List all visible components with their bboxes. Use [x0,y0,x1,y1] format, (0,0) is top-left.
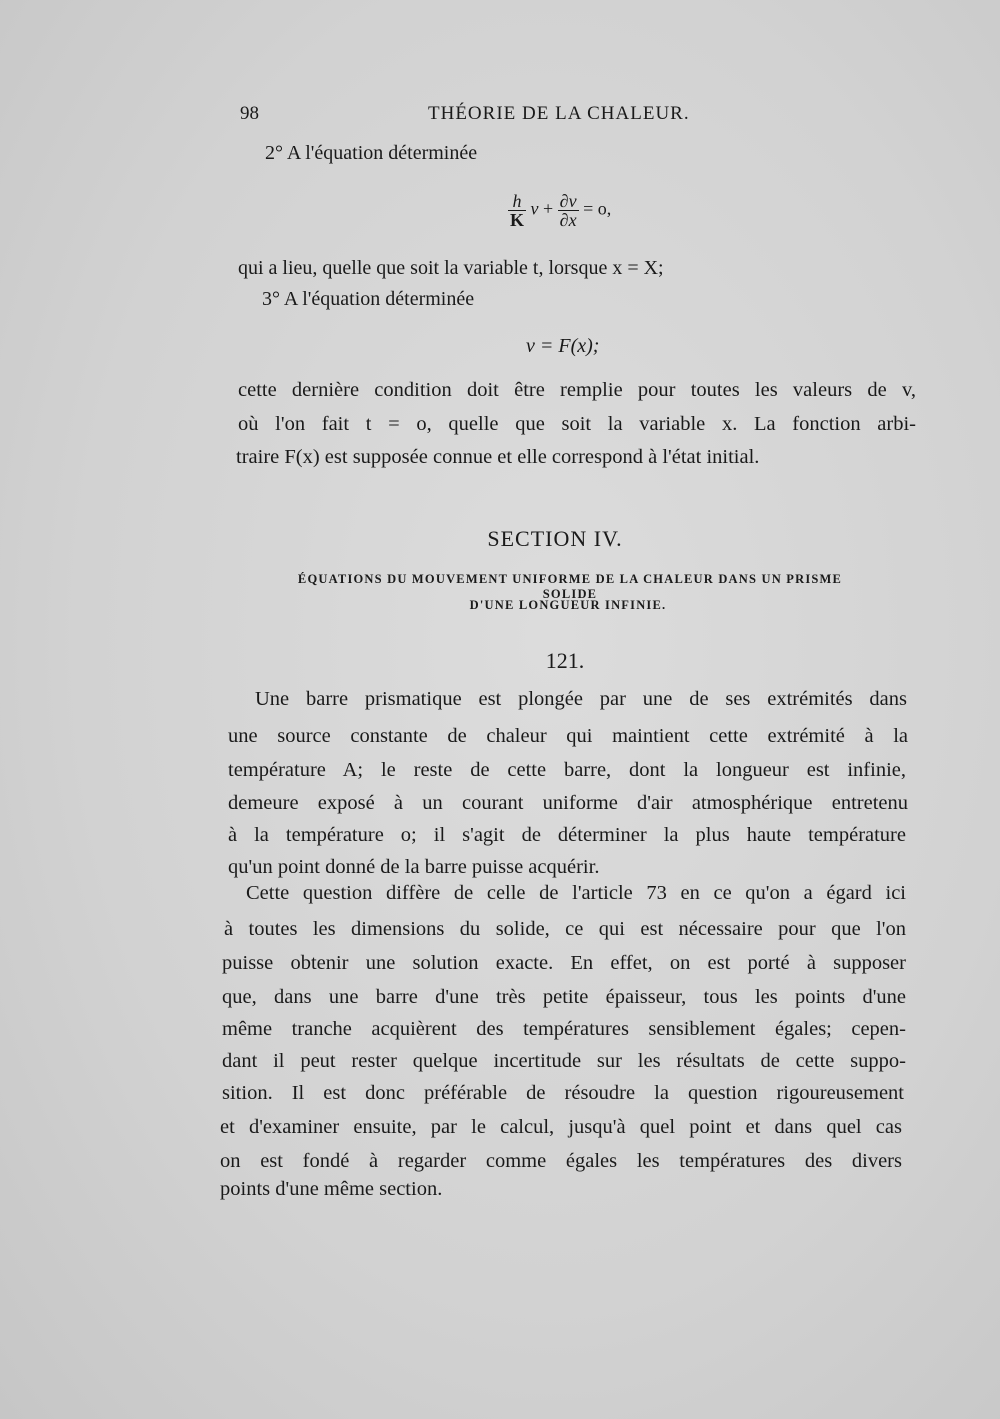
section-subtitle: D'UNE LONGUEUR INFINIE. [469,598,667,612]
equation-initial-state: v = F(x); [526,335,600,357]
paragraph-line: sition. Il est donc préférable de résoudre la question rigoureusement [222,1082,904,1104]
paragraph-line: traire F(x) est supposée connue et elle correspond à l'état initial. [236,446,760,468]
paragraph-line: que, dans une barre d'une très petite épaisseur, tous les points d'une [222,986,906,1008]
paragraph-line: température A; le reste de cette barre, dont la longueur est infinie, [228,759,906,781]
paragraph-line: cette dernière condition doit être remplie pour toutes les valeurs de v, [238,379,916,401]
fraction-h-over-k: $\frac{h}{K}$ [510,191,525,230]
paragraph-line: une source constante de chaleur qui maintient cette extrémité à la [228,725,908,747]
paragraph-line: qu'un point donné de la barre puisse acquérir. [228,856,600,878]
paragraph-line: Une barre prismatique est plongée par une de ses extrémités dans [255,688,907,710]
paragraph-line: et d'examiner ensuite, par le calcul, jusqu'à quel point et dans quel cas [220,1116,902,1138]
fraction-dv-over-dx: $\frac{\partial v}{\partial x}$ [559,191,577,230]
paragraph-line: à toutes les dimensions du solide, ce qui est nécessaire pour que l'on [224,918,906,940]
page-header [240,103,740,133]
paragraph-line: puisse obtenir une solution exacte. En effet, on est porté à supposer [222,952,906,974]
equation-boundary: $\frac{h}{K}$ v + $\frac{\partial v}{\partial x}$ = o, [510,191,612,230]
paragraph-line: points d'une même section. [220,1178,443,1200]
paragraph-line: dant il peut rester quelque incertitude sur les résultats de cette suppo- [222,1050,906,1072]
section-title: SECTION IV. [487,526,623,551]
section-subtitle: ÉQUATIONS DU MOUVEMENT UNIFORME DE LA CHALEUR DANS UN PRISME SOLIDE [297,572,843,601]
paragraph-line: même tranche acquièrent des températures sensiblement égales; cepen- [222,1018,906,1040]
paragraph-line: où l'on fait t = o, quelle que soit la variable x. La fonction arbi- [238,413,916,435]
item-2-label: 2° A l'équation déterminée [265,142,478,164]
article-number: 121. [545,648,585,673]
running-title: THÉORIE DE LA CHALEUR. [428,103,690,124]
paragraph-line: à la température o; il s'agit de déterminer la plus haute température [228,824,906,846]
paragraph-line: on est fondé à regarder comme égales les températures des divers [220,1150,902,1172]
line-after-equation: qui a lieu, quelle que soit la variable t, lorsque x = X; [238,257,664,279]
item-3-label: 3° A l'équation déterminée [262,288,475,310]
paragraph-line: demeure exposé à un courant uniforme d'air atmosphérique entretenu [228,792,908,814]
page-number: 98 [240,103,259,124]
paragraph-line: Cette question diffère de celle de l'article 73 en ce qu'on a égard ici [246,882,906,904]
